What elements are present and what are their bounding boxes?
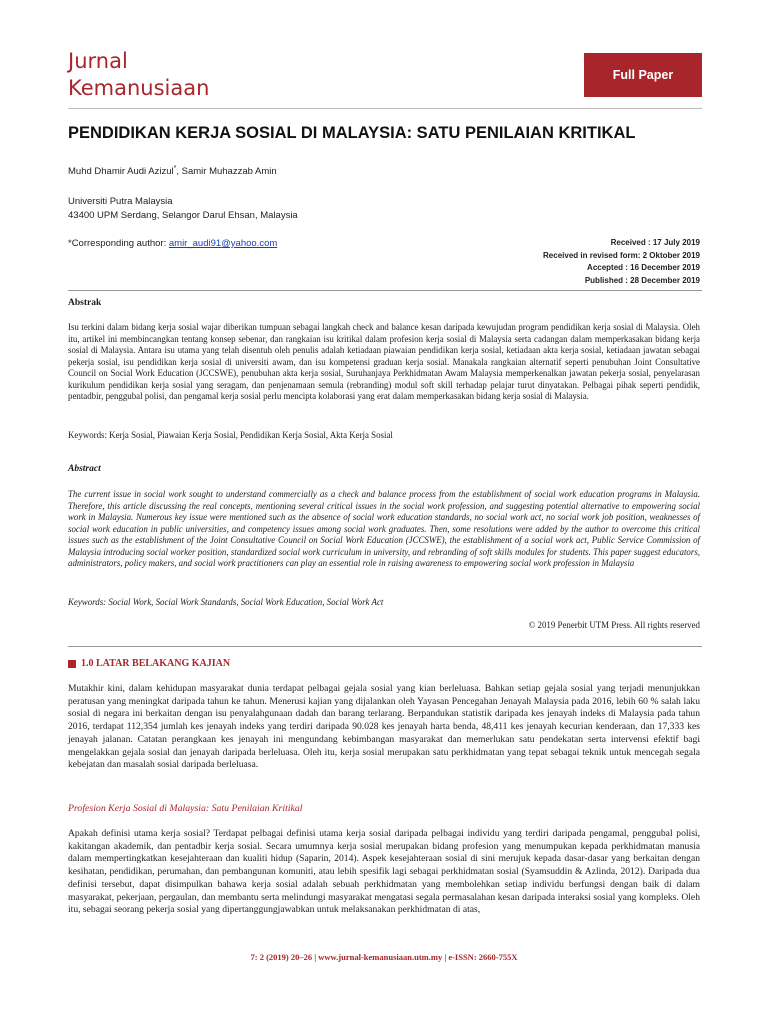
affiliation [68,195,298,223]
page-footer: 7: 2 (2019) 20–26 | www.jurnal-kemanusiaan.utm.my | e-ISSN: 2660-755X [250,952,518,962]
author-rest: , Samir Muhazzab Amin [176,166,277,178]
journal-name-line1: Jurnal [68,49,128,73]
author-list [68,165,277,177]
section-heading-text: 1.0 LATAR BELAKANG KAJIAN [81,658,231,669]
journal-name-line2: Kemanusiaan [68,76,210,100]
author-first: Muhd Dhamir Audi Azizul [68,166,174,178]
journal-logo [68,48,209,102]
section-divider [68,646,702,647]
abstract-heading: Abstract [68,464,101,474]
abstract-keywords: Keywords: Social Work, Social Work Standards, Social Work Education, Social Work Act [68,597,384,607]
paper-title: PENDIDIKAN KERJA SOSIAL DI MALAYSIA: SATU PENILAIAN KRITIKAL [68,124,636,142]
abstract-divider [68,290,702,291]
date-accepted: Accepted : 16 December 2019 [587,263,700,273]
abstrak-keywords: Keywords: Kerja Sosial, Piawaian Kerja Sosial, Pendidikan Kerja Sosial, Akta Kerja Sosial [68,430,393,440]
square-bullet-icon [68,660,76,668]
article-dates [543,237,700,287]
date-received: Received : 17 July 2019 [610,238,700,247]
corresponding-label: *Corresponding author: [68,238,169,249]
copyright-notice: © 2019 Penerbit UTM Press. All rights reserved [528,620,700,630]
date-revised: Received in revised form: 2 Oktober 2019 [543,250,700,260]
abstrak-heading: Abstrak [68,298,102,308]
corresponding-author [68,238,277,249]
abstrak-body: Isu terkini dalam bidang kerja sosial wajar diberikan tumpuan sebagai langkah check and balance kesan daripada kewujudan program pendidikan kerja sosial di Malaysia. Oleh itu, artikel ini membincangkan tentang konsep sebenar, dan rangkaian isu kritikal dalam profesion kerja sosial di Malaysia serta cadangan dalam memperkasakan bidang kerja sosial di Malaysia. Antara isu utama yang telah disentuh oleh penulis adalah ketiadaan piawaian pendidikan kerja sosial, ketiadaan akta kerja sosial, ketiadaan jawatan sebagai pekerja sosial, isu pendidikan kerja sosial di universiti awam, dan isu kompetensi graduan kerja sosial. Manakala rangkaian alternatif seperti penubuhan Joint Consultative Council on Social Work Education (JCCSWE), penubuhan akta kerja sosial, Suruhanjaya Perkhidmatan Awam Malaysia memperkenalkan jawatan pekerja sosial, penyelarasan kurikulum pendidikan kerja sosial yang seragam, dan penjenamaan semula (rebranding) modul soft skill terhadap pelajar turut dinyatakan. Pelbagai pihak seperti pendidik, pentadbir, penggubal polisi, dan pengamal kerja sosial perlu mencipta kolaborasi yang erat dalam memperkasakan bidang kerja sosial di Malaysia. [68,322,700,401]
date-published: Published : 28 December 2019 [584,275,700,285]
corresponding-mark: * [173,165,177,172]
affiliation-line1: Universiti Putra Malaysia [68,196,173,207]
section-body-paragraph: Mutakhir kini, dalam kehidupan masyarakat dunia terdapat pelbagai gejala sosial yang kian berleluasa. Bahkan setiap gejala sosial yang terjadi menunjukkan peratusan yang meningkat daripada tahun ke tahun. Menerusi kajian yang dijalankan oleh Yayasan Pencegahan Jenayah Malaysia pada 2016, lebih 60 % salah laku sosial di negara ini berkaitan dengan isu penyalahgunaan dadah dan barang terlarang. Berpandukan statistik daripada kes jenayah indeks di Malaysia pada tahun 2016, terdapat 112,354 jumlah kes jenayah indeks yang terdiri daripada 90.028 kes jenayah harta benda, 48,411 kes jenayah kecurian kenderaan, dan 17,333 kes jenayah jalanan. Catatan perangkaan kes jenayah ini mengundang kebimbangan masyarakat dan memerlukan satu pendekatan serta intervensi efektif bagi mengelakkan gejala sosial dan jenayah daripada berleluasa. Oleh itu, kerja sosial merupakan satu perkhidmatan yang tepat sebagai teknik untuk mencegah segala kebejatan dan masalah sosial daripada berleluasa. [68,683,700,771]
subsection-heading: Profesion Kerja Sosial di Malaysia: Satu Penilaian Kritikal [68,803,303,814]
abstract-body: The current issue in social work sought to understand commercially as a check and balance process from the establishment of social work education programs in Malaysia. Therefore, this article discussing the real concepts, mentioning several critical issues in the social work profession, and suggesting potential alternative to empowering social work in Malaysia. Numerous key issue were mentioned such as the absence of social work education standards, no social work act, no social work job position, weaknesses of social work education in public universities, and competency issues among social work graduates. Then, some resolutions were added by the author to overcome this critical issues such as the establishment of the Joint Consultative Council on Social Work Education (JCCSWE), the establishment of a social work act, Public Service Commission of Malaysia introducing social worker position, standardized social work curriculum in university, and rebranding of soft skills modules for students. This paper suggest educators, administrators, policy makers, and social work practitioners can play an essential role in raising awareness to empowering social work profession in Malaysia [68,489,700,568]
affiliation-line2: 43400 UPM Serdang, Selangor Darul Ehsan, Malaysia [68,210,298,221]
full-paper-badge: Full Paper [584,53,702,97]
header-divider [68,108,702,109]
subsection-body-paragraph: Apakah definisi utama kerja sosial? Terdapat pelbagai definisi utama kerja sosial daripada pelbagai individu yang terdiri daripada pengamal, penggubal polisi, kakitangan akademik, dan pentadbir kerja sosial. Secara umumnya kerja sosial merupakan bidang profesion yang menumpukan kepada perkhidmatan manusia dalam mempertingkatkan kesejahteraan dan kualiti hidup (Saparin, 2014). Aspek kesejahteraan sosial di sini merujuk kepada dasar-dasar yang berkaitan dengan kesihatan, pendidikan, perumahan, dan pembangunan komuniti, atau lebih spesifik lagi sebagai perkhidmatan sosial (Syamsuddin & Azlinda, 2012). Daripada dua definisi tersebut, dapat disimpulkan bahawa kerja sosial adalah sebuah perkhidmatan yang membolehkan setiap individu berfungsi dengan baik di dalam masyarakat, pekerjaan, pergaulan, dan membantu serta melindungi masyarakat mengatasi segala permasalahan kesan daripada interaksi sosial yang kompleks. Oleh itu, sebagai seorang pekerja sosial yang dipertanggungjawabkan untuk melaksanakan perkhidmatan di atas, [68,828,700,916]
section-heading [68,658,230,669]
author-email-link[interactable]: amir_audi91@yahoo.com [168,238,278,249]
